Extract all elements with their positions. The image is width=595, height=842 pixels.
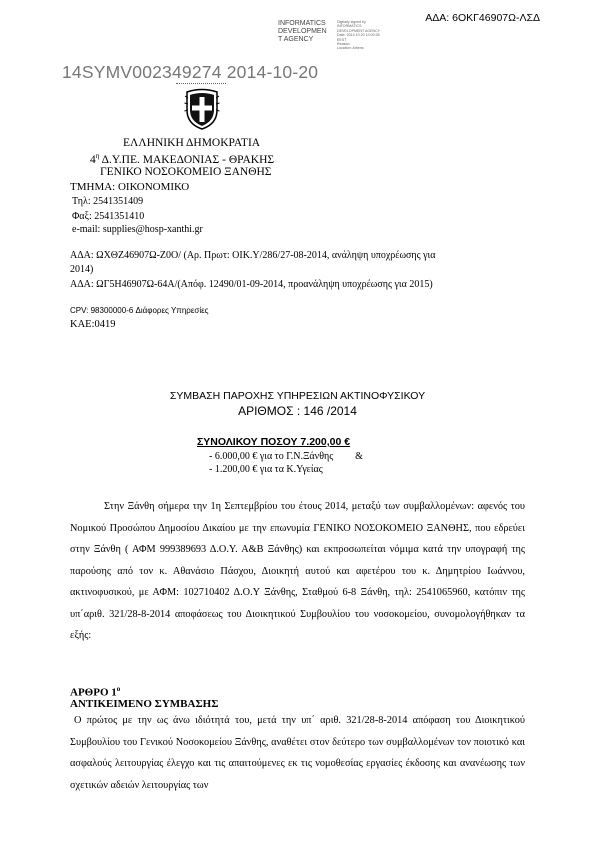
signature-detail: Digitally signed by: [337, 20, 366, 24]
article-subheading: ΑΝΤΙΚΕΙΜΕΝΟ ΣΥΜΒΑΣΗΣ: [70, 698, 219, 710]
ada-top: ΑΔΑ: 6ΟΚΓ46907Ω-ΛΣΔ: [425, 12, 540, 24]
signature-detail: EEST: [337, 37, 347, 42]
cpv-code: CPV: 98300000-6 Διάφορες Υπηρεσίες: [70, 306, 209, 315]
header-region-suffix: η: [95, 152, 100, 160]
department: ΤΜΗΜΑ: ΟΙΚΟΝΟΜΙΚΟ: [70, 181, 190, 193]
signature-details: [337, 20, 380, 51]
amount-health-centers: - 1.200,00 € για τα Κ.Υγείας: [209, 464, 323, 475]
stamp-rule: [176, 83, 226, 84]
signature-detail: INFORMATICS: [337, 24, 362, 29]
amount-hospital-text: - 6.000,00 € για το Γ.Ν.Ξάνθης: [209, 451, 334, 462]
article-number: ΑΡΘΡΟ 1: [70, 686, 117, 699]
header-line-1: ΕΛΛΗΝΙΚΗ ΔΗΜΟΚΡΑΤΙΑ: [123, 137, 261, 149]
signature-line-1: INFORMATICS: [278, 20, 326, 27]
amount-ampersand: &: [355, 451, 363, 462]
article-ordinal: ο: [116, 685, 121, 693]
header-line-2: [90, 152, 274, 166]
signature-detail: Location: Athens: [337, 46, 364, 51]
article-heading: [70, 685, 120, 699]
signature-detail: DEVELOPMENT AGENCY: [337, 28, 381, 33]
article-paragraph: Ο πρώτος με την ως άνω ιδιότητά του, μετά την υπ΄ αριθ. 321/28-8-2014 απόφαση του Διοικητικού Συμβουλίου του Γενικού Νοσοκομείου Ξάνθης, αναθέτει στον δεύτερο των συμβαλλομένων τον ποιοτικό και ασφαλούς λειτουργίας έλεγχο και τις απαιτούμενες εκ τις νομοθεσίας εργασίες έκδοσης και ανανέωσης των σχετικών αδειών λειτουργίας των: [70, 715, 525, 791]
header-region-number: 4: [90, 153, 96, 166]
signature-detail: Reason:: [337, 42, 351, 47]
signature-line-3: T AGENCY: [278, 36, 314, 43]
department-fax: Φαξ: 2541351410: [72, 211, 145, 222]
contract-preamble: [70, 496, 525, 647]
kae-code: ΚΑΕ:0419: [70, 319, 116, 330]
signature-line-2: DEVELOPMEN: [278, 28, 327, 35]
signature-block: [278, 20, 327, 44]
department-phone: Τηλ: 2541351409: [72, 196, 144, 207]
header-region-name: Δ.Υ.ΠΕ. ΜΑΚΕΔΟΝΙΑΣ - ΘΡΑΚΗΣ: [99, 153, 275, 166]
article-body: [70, 710, 525, 796]
total-amount: ΣΥΝΟΛΙΚΟΥ ΠΟΣΟΥ 7.200,00 €: [197, 436, 351, 448]
greek-coat-of-arms-icon: [184, 88, 220, 130]
preamble-paragraph: Στην Ξάνθη σήμερα την 1η Σεπτεμβρίου του έτους 2014, μεταξύ των συμβαλλομένων: αφενός του Νομικού Προσώπου Δημοσίου Δικαίου με την επωνυμία ΓΕΝΙΚΟ ΝΟΣΟΚΟΜΕΙΟ ΞΑΝΘΗΣ, που εδρεύει στην Ξάνθη ( ΑΦΜ 999389693 Δ.Ο.Υ. Α&Β Ξάνθης) και εκπροσωπείται νόμιμα κατά την υπογραφή της παρούσης από τον κ. Αθανάσιο Πάσχου, Διοικητή αυτού και αφετέρου του κ. Δημητρίου Ιωάννου, ακτινοφυσικού, με ΑΦΜ: 102710402 Δ.Ο.Υ Ξάνθης, Σταθμού 6-8 Ξάνθη, τηλ: 2541065960, κατόπιν της υπ΄αριθ. 321/28-8-2014 αποφάσεως του Διοικητικού Συμβουλίου του νοσοκομείου, συνομολογήθηκαν τα εξής:: [70, 501, 525, 641]
ada-ref-1-continued: 2014): [70, 264, 94, 275]
contract-title: ΣΥΜΒΑΣΗ ΠΑΡΟΧΗΣ ΥΠΗΡΕΣΙΩΝ ΑΚΤΙΝΟΦΥΣΙΚΟΥ: [169, 390, 426, 402]
signature-detail: Date: 2014.10.20 10:00:35: [337, 33, 380, 38]
amount-hospital: [209, 451, 363, 462]
ada-ref-2: ΑΔΑ: ΩΓ5Η46907Ω-64Α/(Απόφ. 12490/01-09-2014, προανάληψη υποχρέωσης για 2015): [70, 279, 433, 290]
registry-stamp: 14SYMV002349274 2014-10-20: [62, 62, 319, 82]
department-email: e-mail: supplies@hosp-xanthi.gr: [72, 224, 203, 235]
header-line-3: ΓΕΝΙΚΟ ΝΟΣΟΚΟΜΕΙΟ ΞΑΝΘΗΣ: [100, 166, 272, 178]
ada-ref-1: ΑΔΑ: ΩΧΘΖ46907Ω-Ζ0Ο/ (Αρ. Πρωτ: ΟΙΚ.Υ/286/27-08-2014, ανάληψη υποχρέωσης για: [70, 250, 436, 261]
contract-number: ΑΡΙΘΜΟΣ : 146 /2014: [238, 404, 357, 418]
